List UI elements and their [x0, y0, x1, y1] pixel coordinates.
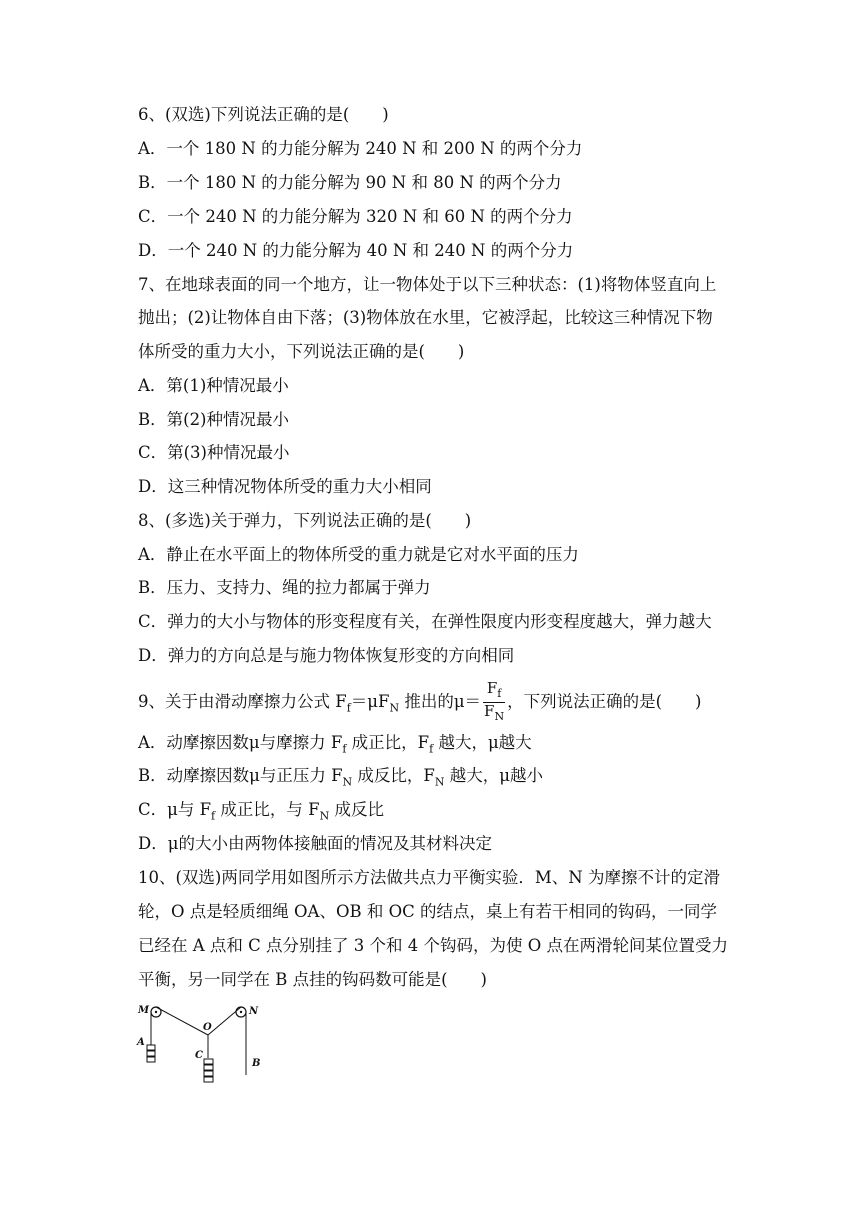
label-b: B [252, 1058, 261, 1069]
q9-stem: 9、关于由滑动摩擦力公式 $F_f=\mu F_N$ 推出的μ＝ $\frac{F_f}{F_N}$ ，下列说法正确的是( ) [138, 679, 702, 723]
weight-c [204, 1071, 213, 1076]
q8-option-b: B．压力、支持力、绳的拉力都属于弹力 [138, 578, 431, 597]
q10-stem-line3: 已经在 A 点和 C 点分别挂了 3 个和 4 个钩码，为使 O 点在两滑轮间某位置受力 [138, 936, 729, 955]
pulley-diagram [136, 1000, 286, 1100]
q10-stem-line4: 平衡，另一同学在 B 点挂的钩码数可能是( ) [138, 970, 487, 989]
weight-c [204, 1059, 213, 1064]
weight-c [204, 1077, 213, 1082]
label-o: O [203, 1022, 212, 1033]
q7-stem-line3: 体所受的重力大小，下列说法正确的是( ) [138, 342, 465, 361]
weight-a [147, 1051, 155, 1056]
label-c: C [195, 1050, 203, 1061]
rope-oa [156, 1007, 208, 1035]
q7-option-c: C．第(3)种情况最小 [138, 443, 290, 462]
q7-stem-line2: 抛出；(2)让物体自由下落；(3)物体放在水里，它被浮起，比较这三种情况下物 [138, 308, 713, 327]
q7-stem-line1: 7、在地球表面的同一个地方，让一物体处于以下三种状态：(1)将物体竖直向上 [138, 275, 717, 294]
q6-option-b: B．一个 180 N 的力能分解为 90 N 和 80 N 的两个分力 [138, 173, 562, 192]
q6-option-d: D．一个 240 N 的力能分解为 40 N 和 240 N 的两个分力 [138, 241, 574, 260]
q10-stem-line1: 10、(双选)两同学用如图所示方法做共点力平衡实验．M、N 为摩擦不计的定滑 [138, 868, 720, 887]
weight-a [147, 1045, 155, 1050]
mu-fraction: $\frac{F_f}{F_N}$ [484, 679, 505, 723]
q9-option-c: C．μ与 $F_f$ 成正比，与 $F_N$ 成反比 [138, 800, 384, 823]
q8-option-c: C．弹力的大小与物体的形变程度有关，在弹性限度内形变程度越大，弹力越大 [138, 612, 712, 631]
q8-option-a: A．静止在水平面上的物体所受的重力就是它对水平面的压力 [138, 545, 579, 564]
weight-a [147, 1057, 155, 1062]
q10-stem-line2: 轮，O 点是轻质细绳 OA、OB 和 OC 的结点，桌上有若干相同的钩码，一同学 [138, 902, 717, 921]
q9-option-b: B．动摩擦因数μ与正压力 $F_N$ 成反比，$F_N$ 越大，μ越小 [138, 766, 543, 789]
q7-option-a: A．第(1)种情况最小 [138, 376, 289, 395]
q9-option-d: D．μ的大小由两物体接触面的情况及其材料决定 [138, 834, 492, 853]
rope-ob [208, 1007, 241, 1035]
label-a: A [137, 1037, 145, 1048]
q6-stem: 6、(双选)下列说法正确的是( ) [138, 105, 389, 124]
q8-stem: 8、(多选)关于弹力，下列说法正确的是( ) [138, 511, 472, 530]
label-m: M [138, 1005, 150, 1016]
q6-option-c: C．一个 240 N 的力能分解为 320 N 和 60 N 的两个分力 [138, 207, 573, 226]
q7-option-d: D．这三种情况物体所受的重力大小相同 [138, 477, 432, 496]
label-n: N [249, 1006, 259, 1017]
q7-option-b: B．第(2)种情况最小 [138, 410, 289, 429]
q6-option-a: A．一个 180 N 的力能分解为 240 N 和 200 N 的两个分力 [138, 139, 583, 158]
q9-option-a: A．动摩擦因数μ与摩擦力 $F_f$ 成正比，$F_f$ 越大，μ越大 [138, 733, 532, 756]
q8-option-d: D．弹力的方向总是与施力物体恢复形变的方向相同 [138, 646, 515, 665]
weight-c [204, 1065, 213, 1070]
